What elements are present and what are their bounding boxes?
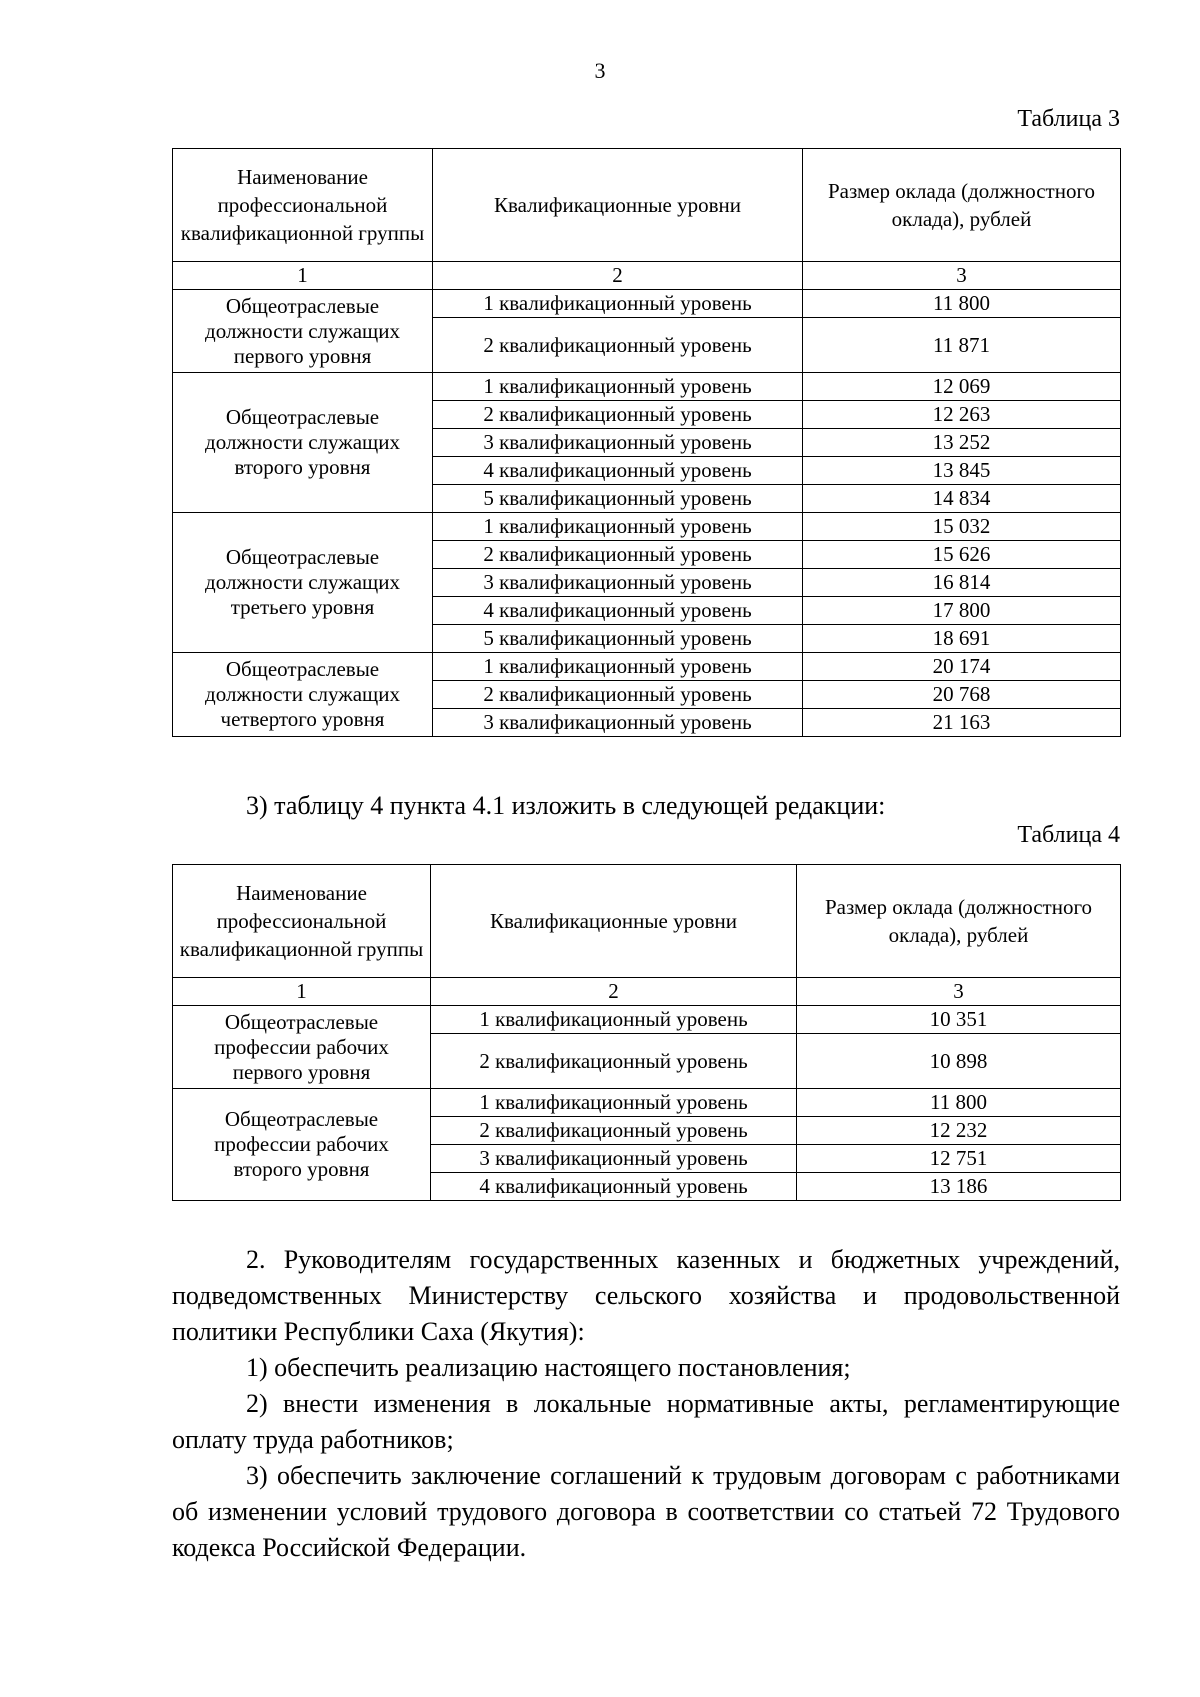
column-number: 2 (431, 978, 797, 1006)
salary-cell: 15 626 (803, 541, 1121, 569)
column-header: Размер оклада (должностного оклада), рублей (803, 149, 1121, 262)
column-header: Наименование профессиональной квалификационной группы (173, 149, 433, 262)
level-cell: 2 квалификационный уровень (431, 1034, 797, 1089)
group-name-cell: Общеотраслевые должности служащих второго уровня (173, 373, 433, 513)
group-name-cell: Общеотраслевые должности служащих четвертого уровня (173, 653, 433, 737)
salary-cell: 21 163 (803, 709, 1121, 737)
level-cell: 4 квалификационный уровень (433, 457, 803, 485)
column-number-row (173, 978, 1121, 1006)
page-number: 3 (594, 58, 606, 83)
salary-cell: 14 834 (803, 485, 1121, 513)
table4-intro: 3) таблицу 4 пункта 4.1 изложить в следующей редакции: (246, 791, 886, 820)
salary-cell: 18 691 (803, 625, 1121, 653)
group-name-cell: Общеотраслевые профессии рабочих второго уровня (173, 1089, 431, 1201)
salary-cell: 12 232 (797, 1117, 1121, 1145)
column-header: Наименование профессиональной квалификационной группы (173, 865, 431, 978)
section-2 (172, 1242, 1120, 1566)
group-name-cell: Общеотраслевые профессии рабочих первого уровня (173, 1006, 431, 1089)
table-row (173, 653, 1121, 681)
table-row (173, 373, 1121, 401)
section-2-item: 2) внести изменения в локальные нормативные акты, регламентирующие оплату труда работников; (172, 1389, 1120, 1454)
level-cell: 5 квалификационный уровень (433, 485, 803, 513)
level-cell: 2 квалификационный уровень (433, 681, 803, 709)
salary-cell: 11 871 (803, 318, 1121, 373)
salary-cell: 13 252 (803, 429, 1121, 457)
salary-cell: 13 845 (803, 457, 1121, 485)
column-number: 1 (173, 978, 431, 1006)
column-header: Размер оклада (должностного оклада), рублей (797, 865, 1121, 978)
group-name-cell: Общеотраслевые должности служащих третьего уровня (173, 513, 433, 653)
level-cell: 3 квалификационный уровень (433, 709, 803, 737)
table-row (173, 1089, 1121, 1117)
salary-cell: 16 814 (803, 569, 1121, 597)
level-cell: 4 квалификационный уровень (433, 597, 803, 625)
salary-cell: 12 263 (803, 401, 1121, 429)
table-header-row (173, 149, 1121, 262)
level-cell: 5 квалификационный уровень (433, 625, 803, 653)
salary-cell: 12 069 (803, 373, 1121, 401)
salary-cell: 20 174 (803, 653, 1121, 681)
level-cell: 2 квалификационный уровень (433, 401, 803, 429)
column-number: 3 (803, 262, 1121, 290)
column-number: 1 (173, 262, 433, 290)
column-number: 2 (433, 262, 803, 290)
salary-cell: 13 186 (797, 1173, 1121, 1201)
salary-cell: 15 032 (803, 513, 1121, 541)
table-header-row (173, 865, 1121, 978)
salary-cell: 11 800 (797, 1089, 1121, 1117)
level-cell: 2 квалификационный уровень (433, 541, 803, 569)
salary-cell: 20 768 (803, 681, 1121, 709)
table3-caption: Таблица 3 (1017, 106, 1120, 132)
level-cell: 3 квалификационный уровень (433, 429, 803, 457)
table4 (172, 864, 1121, 1201)
column-header: Квалификационные уровни (433, 149, 803, 262)
level-cell: 4 квалификационный уровень (431, 1173, 797, 1201)
table4-caption: Таблица 4 (1017, 822, 1120, 848)
table-row (173, 1006, 1121, 1034)
salary-cell: 10 351 (797, 1006, 1121, 1034)
level-cell: 1 квалификационный уровень (431, 1089, 797, 1117)
table3 (172, 148, 1121, 737)
level-cell: 1 квалификационный уровень (433, 653, 803, 681)
group-name-cell: Общеотраслевые должности служащих первого уровня (173, 290, 433, 373)
level-cell: 3 квалификационный уровень (431, 1145, 797, 1173)
level-cell: 2 квалификационный уровень (431, 1117, 797, 1145)
column-number-row (173, 262, 1121, 290)
table-row (173, 513, 1121, 541)
level-cell: 3 квалификационный уровень (433, 569, 803, 597)
salary-cell: 17 800 (803, 597, 1121, 625)
column-number: 3 (797, 978, 1121, 1006)
column-header: Квалификационные уровни (431, 865, 797, 978)
section-2-text: 2. Руководителям государственных казенных и бюджетных учреждений, подведомственных Министерству сельского хозяйства и продовольственной политики Республики Саха (Якутия): (172, 1245, 1120, 1346)
salary-cell: 11 800 (803, 290, 1121, 318)
level-cell: 1 квалификационный уровень (433, 513, 803, 541)
level-cell: 2 квалификационный уровень (433, 318, 803, 373)
table-row (173, 290, 1121, 318)
level-cell: 1 квалификационный уровень (433, 373, 803, 401)
level-cell: 1 квалификационный уровень (431, 1006, 797, 1034)
salary-cell: 12 751 (797, 1145, 1121, 1173)
salary-cell: 10 898 (797, 1034, 1121, 1089)
section-2-item: 1) обеспечить реализацию настоящего постановления; (246, 1353, 851, 1382)
level-cell: 1 квалификационный уровень (433, 290, 803, 318)
section-2-item: 3) обеспечить заключение соглашений к трудовым договорам с работниками об изменении условий трудового договора в соответствии со статьей 72 Трудового кодекса Российской Федерации. (172, 1461, 1120, 1562)
